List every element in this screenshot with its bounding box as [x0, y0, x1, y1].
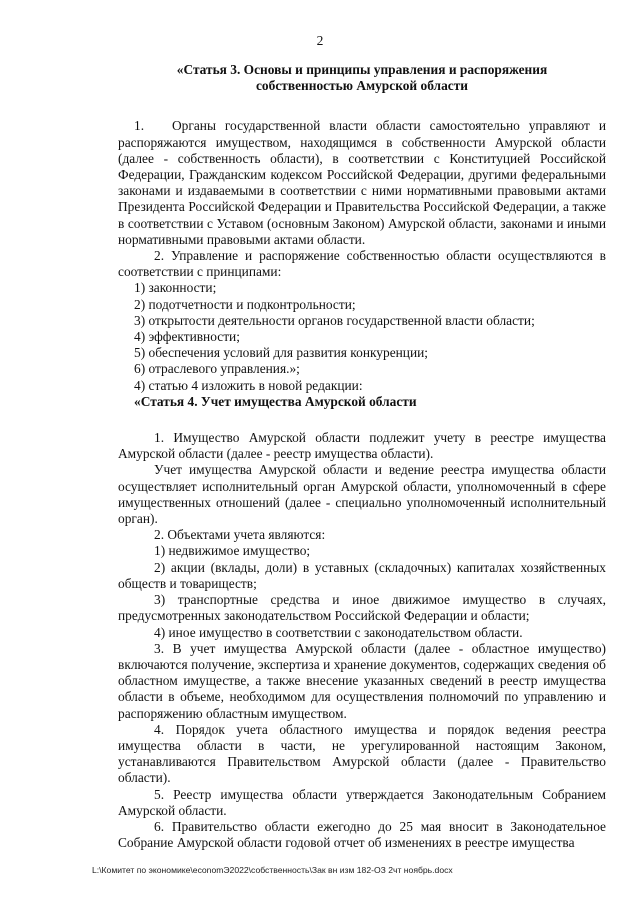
article-3-title-line2: собственностью Амурской области [255, 78, 468, 94]
article-4-paragraph-1: 1. Имущество Амурской области подлежит учету в реестре имущества Амурской области (далее - реестр имущества области). [118, 430, 606, 462]
article-4-paragraph-6: 6. Правительство области ежегодно до 25 мая вносит в Законодательное Собрание Амурской области годовой отчет об изменениях в реестре имущества [118, 818, 606, 851]
object-item: 3) транспортные средства и иное движимое имущество в случаях, предусмотренных законодательством Российской Федерации и области; [118, 592, 606, 624]
principle-item: 2) подотчетности и подконтрольности; [134, 296, 356, 312]
amendment-instruction: 4) статью 4 изложить в новой редакции: [134, 377, 363, 393]
principle-item: 3) открытости деятельности органов государственной власти области; [134, 312, 535, 328]
paragraph-number: 1. [134, 118, 145, 134]
article-4-title: «Статья 4. Учет имущества Амурской области [134, 393, 417, 409]
object-item: 1) недвижимое имущество; [154, 543, 311, 559]
article-4-paragraph-1b: Учет имущества Амурской области и ведение реестра имущества области осуществляет исполнительный орган Амурской области, уполномоченный в сфере имущественных отношений (далее - специально уполномоченный исполнительный орган). [118, 462, 606, 527]
principle-item: 4) эффективности; [134, 329, 240, 345]
article-4-paragraph-4: 4. Порядок учета областного имущества и порядок ведения реестра имущества области в части, не урегулированной настоящим Законом, устанавливаются Правительством Амурской области (далее - Правительство области). [118, 721, 606, 786]
principle-item: 1) законности; [134, 280, 217, 296]
principle-item: 5) обеспечения условий для развития конкуренции; [134, 345, 429, 361]
article-3-paragraph-2: 2. Управление и распоряжение собственностью области осуществляются в соответствии с принципами: [118, 248, 606, 280]
article-3-title [118, 62, 606, 94]
file-path-footer: L:\Комитет по экономике\economЭ2022\собственность\Зак вн изм 182-ОЗ 2чт ноябрь.docx [92, 865, 453, 875]
article-4-paragraph-3: 3. В учет имущества Амурской области (далее - областное имущество) включаются получение, экспертиза и хранение документов, содержащих сведения об областном имуществе, а также внесение указанных сведений в реестр имущества области в объеме, необходимом для осуществления полномочий по управлению и распоряжению областным имуществом. [118, 640, 606, 721]
article-3-paragraph-1 [118, 118, 606, 248]
page-number: 2 [316, 33, 324, 48]
object-item: 2) акции (вклады, доли) в уставных (складочных) капиталах хозяйственных обществ и товариществ; [118, 559, 606, 591]
paragraph-text: Органы государственной власти области самостоятельно управляют и распоряжаются имуществом, находящимся в собственности Амурской области (далее - собственность области), в соответствии с Конституцией Российской Федерации, Гражданским кодексом Российской Федерации, другими федеральными законами и издаваемыми в соответствии с ними нормативными правовыми актами Президента Российской Федерации и Правительства Российской Федерации, а также в соответствии с Уставом (основным Законом) Амурской области, законами и иными нормативными правовыми актами области. [118, 118, 606, 247]
principle-item: 6) отраслевого управления.»; [134, 361, 300, 377]
object-item: 4) иное имущество в соответствии с законодательством области. [154, 624, 523, 640]
article-4-paragraph-5: 5. Реестр имущества области утверждается Законодательным Собранием Амурской области. [118, 786, 606, 818]
article-4-paragraph-2: 2. Объектами учета являются: [154, 527, 326, 543]
document-body [118, 62, 606, 851]
article-3-title-line1: «Статья 3. Основы и принципы управления и распоряжения [176, 62, 548, 77]
